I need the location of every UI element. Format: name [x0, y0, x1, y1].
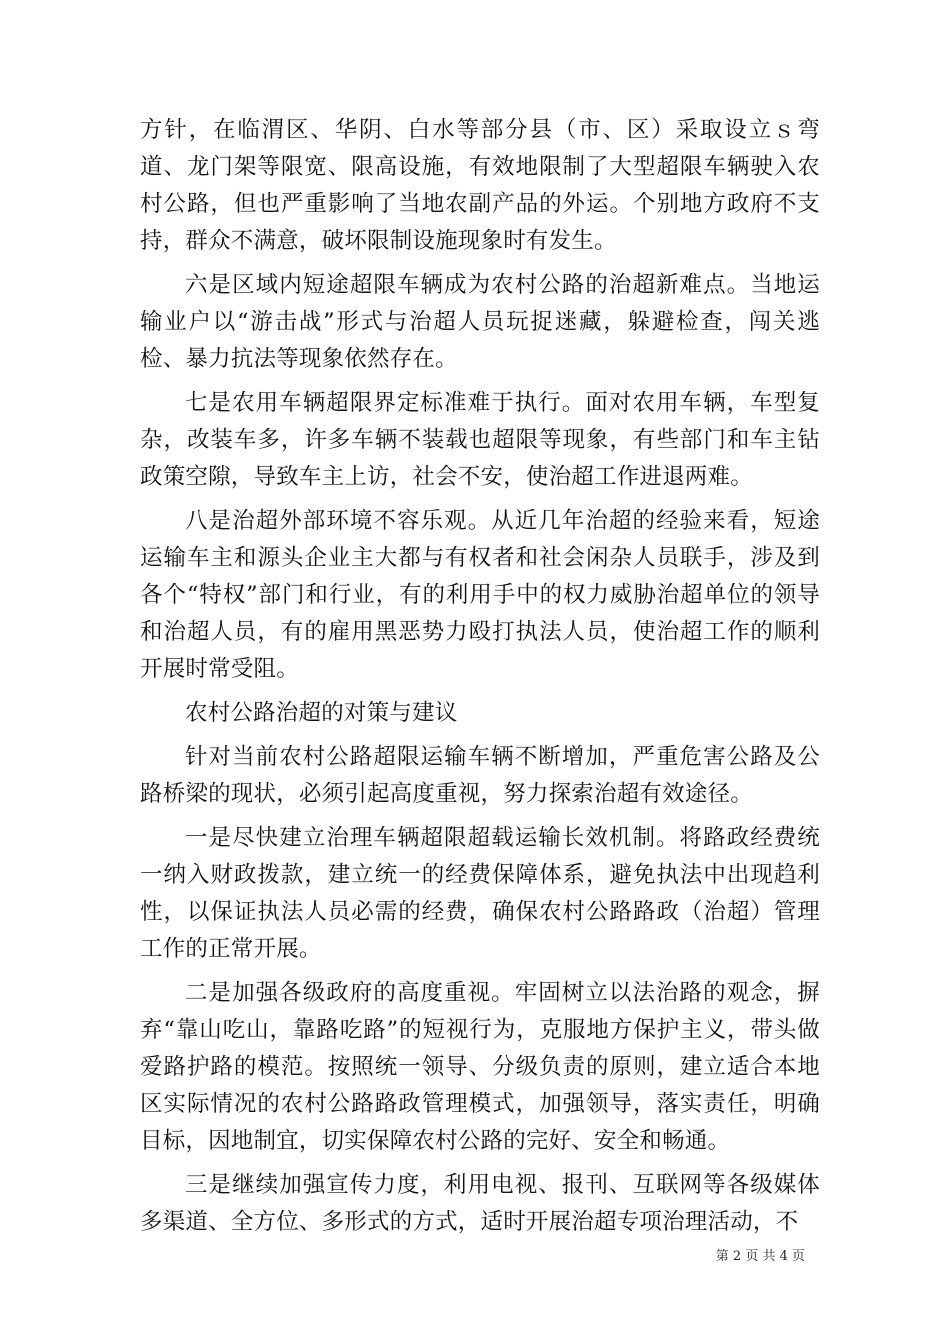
paragraph-continuation: 方针，在临渭区、华阴、白水等部分县（市、区）采取设立ｓ弯道、龙门架等限宽、限高设施，有效地限制了大型超限车辆驶入农村公路，但也严重影响了当地农副产品的外运。个别地方政府不支持，群众不满意，破坏限制设施现象时有发生。 — [140, 117, 820, 254]
page-number-footer: 第 2 页 共 4 页 — [715, 1249, 805, 1264]
paragraph-intro: 针对当前农村公路超限运输车辆不断增加，严重危害公路及公路桥梁的现状，必须引起高度重视，努力探索治超有效途径。 — [140, 744, 820, 807]
paragraph-point-seven: 七是农用车辆超限界定标准难于执行。面对农用车辆，车型复杂，改装车多，许多车辆不装载也超限等现象，有些部门和车主钻政策空隙，导致车主上访，社会不安，使治超工作进退两难。 — [140, 390, 820, 490]
paragraph-measure-two: 二是加强各级政府的高度重视。牢固树立以法治路的观念，摒弃“靠山吃山，靠路吃路”的短视行为，克服地方保护主义，带头做爱路护路的模范。按照统一领导、分级负责的原则，建立适合本地区实际情况的农村公路路政管理模式，加强领导，落实责任，明确目标，因地制宜，切实保障农村公路的完好、安全和畅通。 — [140, 980, 820, 1154]
paragraph-measure-three: 三是继续加强宣传力度，利用电视、报刊、互联网等各级媒体多渠道、全方位、多形式的方式，适时开展治超专项治理活动，不 — [140, 1172, 820, 1235]
document-body — [140, 112, 820, 1248]
paragraph-measure-one: 一是尽快建立治理车辆超限超载运输长效机制。将路政经费统一纳入财政拨款，建立统一的经费保障体系，避免执法中出现趋利性，以保证执法人员必需的经费，确保农村公路路政（治超）管理工作的正常开展。 — [140, 825, 820, 962]
section-heading: 农村公路治超的对策与建议 — [185, 700, 458, 726]
paragraph-point-six: 六是区域内短途超限车辆成为农村公路的治超新难点。当地运输业户以“游击战”形式与治超人员玩捉迷藏，躲避检查，闯关逃检、暴力抗法等现象依然存在。 — [140, 272, 820, 372]
paragraph-point-eight: 八是治超外部环境不容乐观。从近几年治超的经验来看，短途运输车主和源头企业主大都与有权者和社会闲杂人员联手，涉及到各个“特权”部门和行业，有的利用手中的权力威胁治超单位的领导和治超人员，有的雇用黑恶势力殴打执法人员，使治超工作的顺利开展时常受阻。 — [140, 508, 820, 682]
